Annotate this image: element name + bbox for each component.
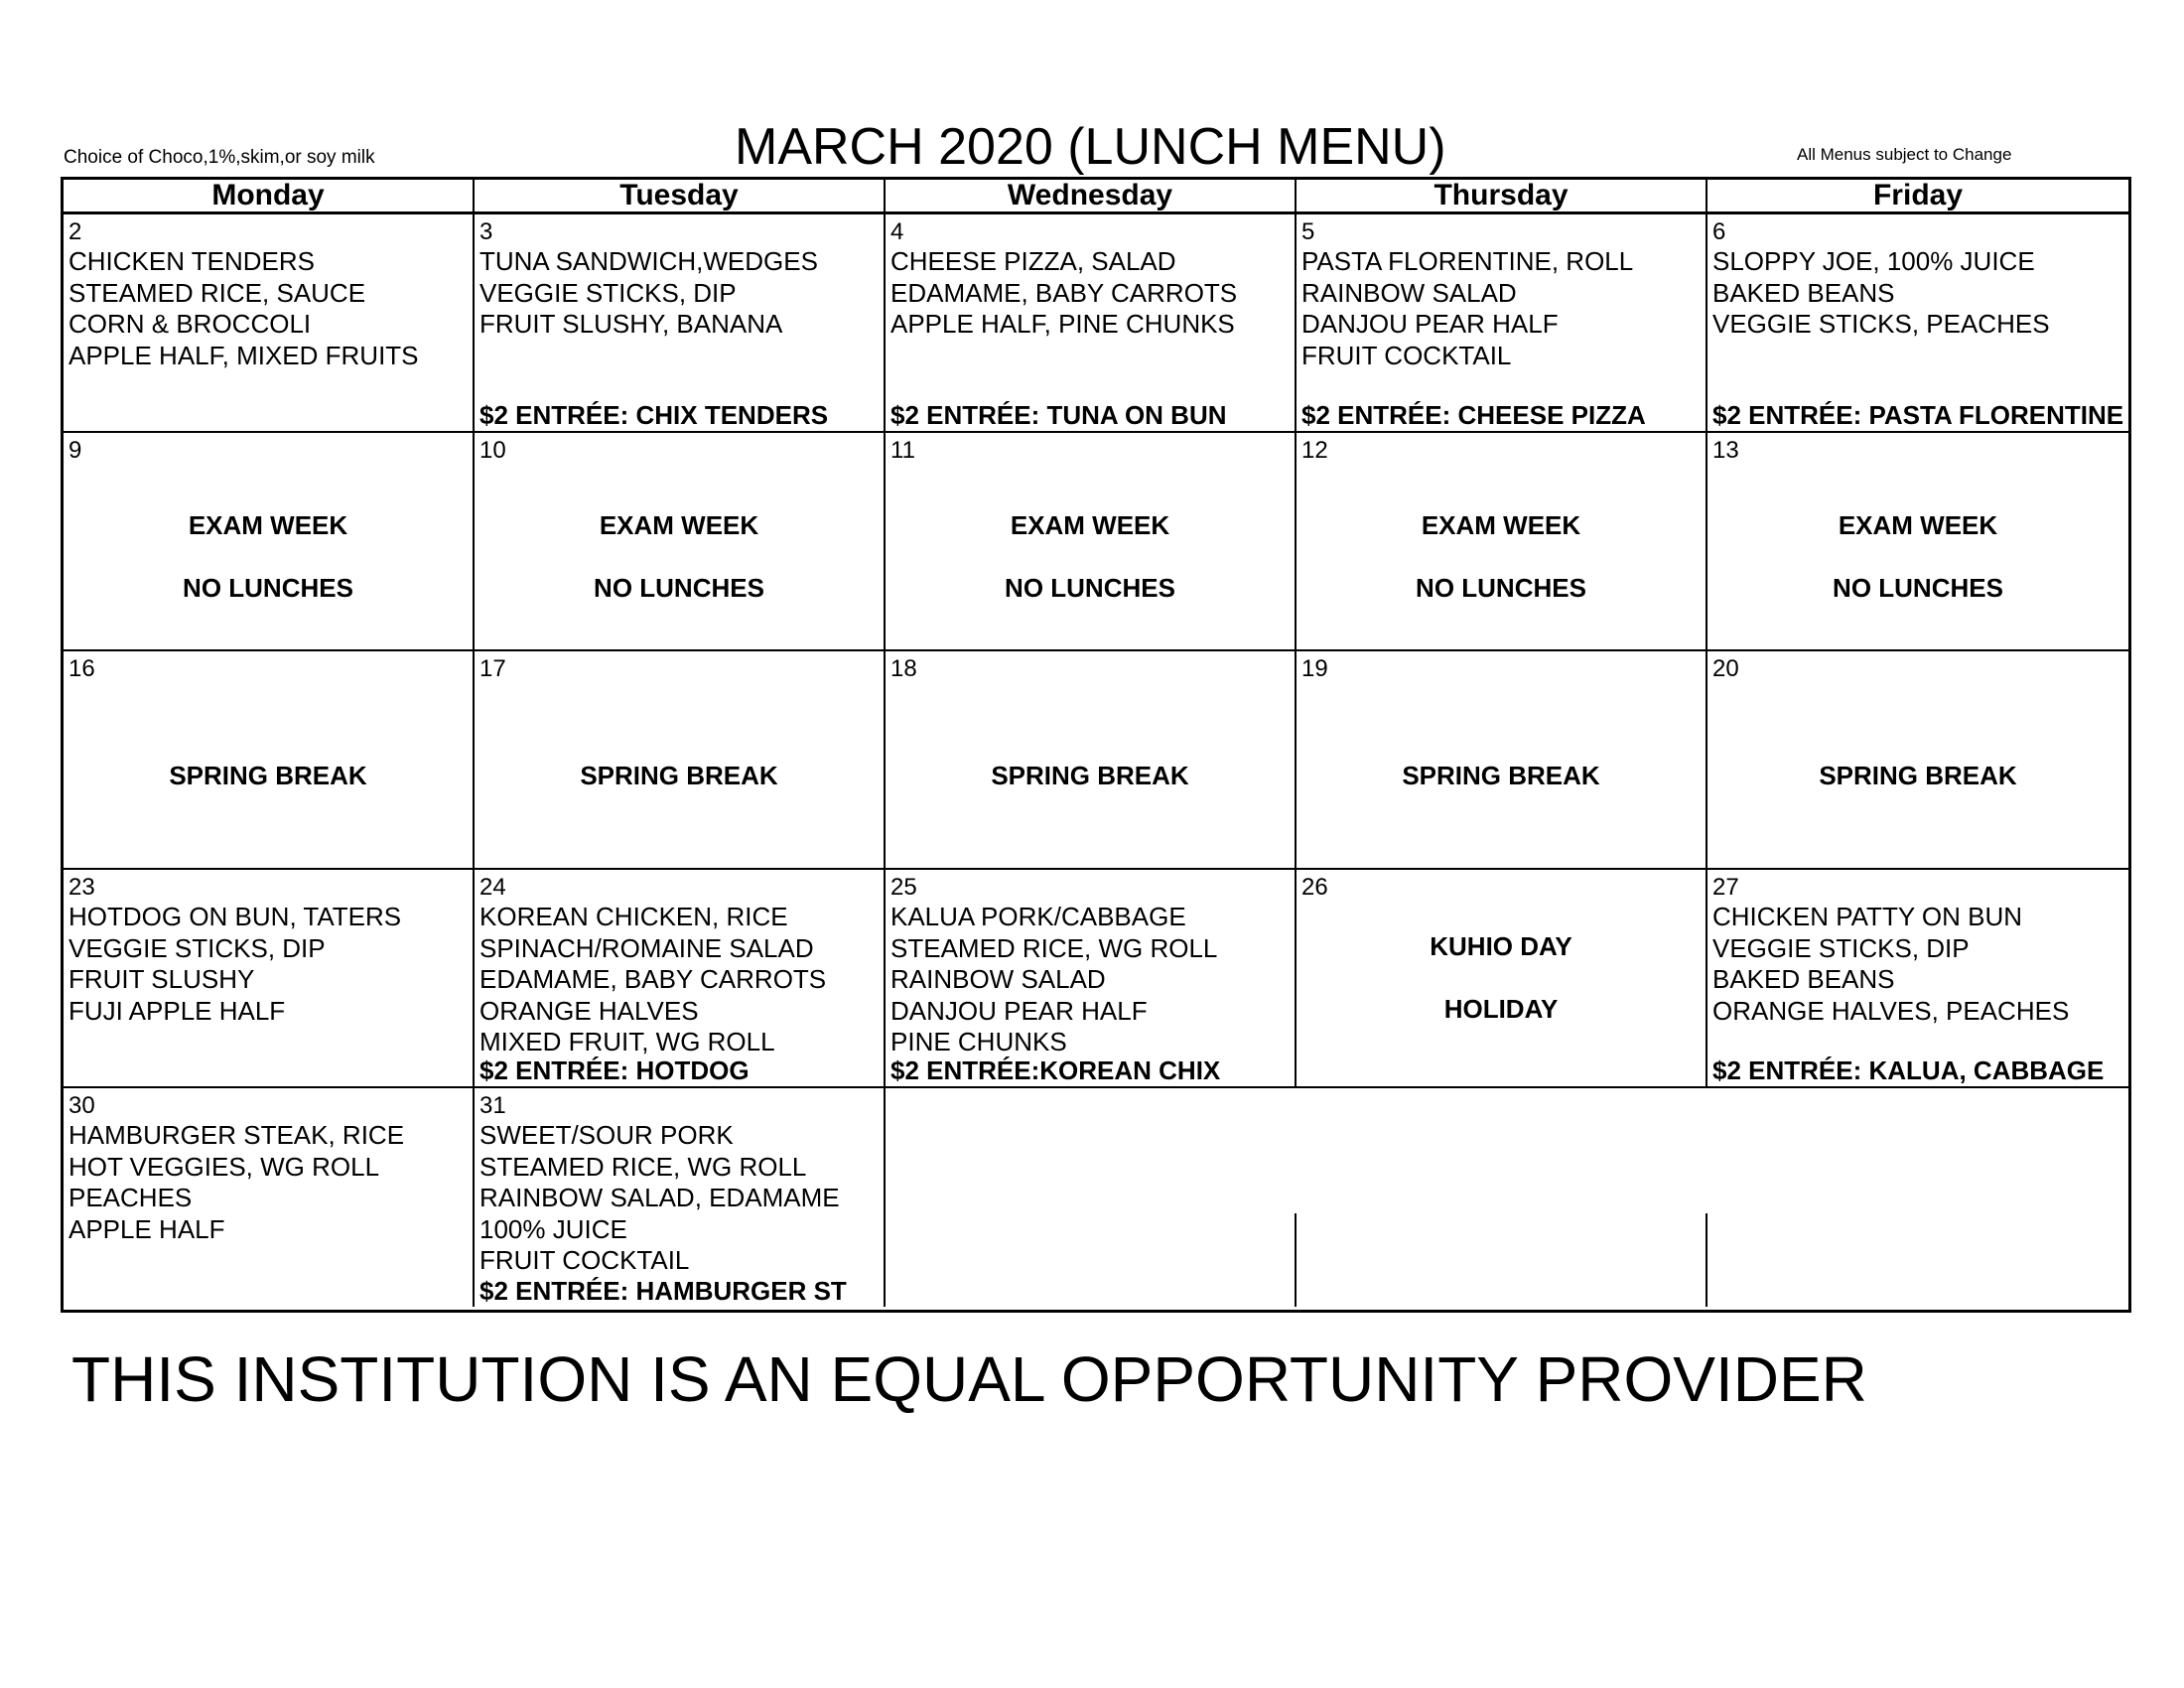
week-row	[64, 1088, 2128, 1307]
menu-item: SLOPPY JOE, 100% JUICE	[1712, 246, 2035, 276]
menu-items	[68, 902, 401, 1027]
header-tuesday: Tuesday	[475, 180, 886, 211]
menu-calendar	[61, 177, 2131, 1313]
menu-items	[890, 902, 1217, 1058]
menu-item: MIXED FRUIT, WG ROLL	[479, 1027, 775, 1056]
menu-item: EDAMAME, BABY CARROTS	[890, 277, 1238, 308]
day-cell	[1297, 870, 1707, 1086]
partial-divider	[1295, 1213, 1297, 1307]
day-cell	[1297, 651, 1707, 868]
menu-items	[1712, 902, 2069, 1027]
holiday-name-label: KUHIO DAY	[1430, 931, 1572, 961]
exam-week-label: EXAM WEEK	[188, 510, 348, 540]
day-cell	[475, 1088, 886, 1307]
date-number: 6	[1712, 218, 1726, 245]
entree-special: $2 ENTRÉE: TUNA ON BUN	[890, 399, 1227, 430]
week-row	[64, 214, 2128, 433]
week-row	[64, 870, 2128, 1088]
menu-item: SWEET/SOUR PORK	[479, 1120, 734, 1150]
menu-items	[68, 1120, 404, 1245]
exam-week-label: EXAM WEEK	[1421, 510, 1581, 540]
menu-item: DANJOU PEAR HALF	[1301, 309, 1559, 339]
day-cell	[1707, 870, 2128, 1086]
day-cell	[1297, 433, 1707, 649]
menu-items	[1712, 246, 2050, 341]
date-number: 20	[1712, 655, 1739, 682]
menu-items	[479, 902, 826, 1058]
page-title: MARCH 2020 (LUNCH MENU)	[735, 118, 1446, 176]
date-number: 9	[68, 437, 82, 464]
date-number: 12	[1301, 437, 1328, 464]
menu-item: BAKED BEANS	[1712, 277, 1895, 308]
change-note: All Menus subject to Change	[1797, 145, 2012, 164]
entree-special: $2 ENTRÉE: HAMBURGER ST	[479, 1275, 847, 1306]
weekday-header-row	[61, 177, 2131, 214]
day-cell	[886, 651, 1297, 868]
day-cell	[475, 870, 886, 1086]
menu-items	[890, 246, 1237, 341]
menu-items	[68, 246, 419, 371]
menu-item: CORN & BROCCOLI	[68, 309, 312, 339]
menu-item: FRUIT COCKTAIL	[479, 1245, 690, 1275]
date-number: 30	[68, 1092, 95, 1119]
menu-item: EDAMAME, BABY CARROTS	[479, 964, 827, 994]
equal-opportunity-footer: THIS INSTITUTION IS AN EQUAL OPPORTUNITY PROVIDER	[71, 1343, 1867, 1415]
no-lunches-label: NO LUNCHES	[183, 573, 353, 603]
spring-break-label: SPRING BREAK	[1819, 761, 2017, 790]
menu-item: PINE CHUNKS	[890, 1027, 1067, 1056]
menu-item: 100% JUICE	[479, 1213, 627, 1244]
date-number: 4	[890, 218, 904, 245]
date-number: 17	[479, 655, 506, 682]
week-row	[64, 651, 2128, 870]
header-thursday: Thursday	[1297, 180, 1707, 211]
menu-item: FUJI APPLE HALF	[68, 995, 286, 1026]
day-cell	[886, 433, 1297, 649]
date-number: 5	[1301, 218, 1315, 245]
menu-item: HAMBURGER STEAK, RICE	[68, 1120, 405, 1150]
menu-item: RAINBOW SALAD, EDAMAME	[479, 1183, 840, 1212]
spring-break-label: SPRING BREAK	[169, 761, 367, 790]
day-cell	[1707, 651, 2128, 868]
menu-item: TUNA SANDWICH,WEDGES	[479, 246, 818, 276]
spring-break-label: SPRING BREAK	[991, 761, 1189, 790]
menu-item: STEAMED RICE, WG ROLL	[890, 932, 1218, 963]
menu-item: HOT VEGGIES, WG ROLL	[68, 1151, 380, 1182]
menu-item: VEGGIE STICKS, DIP	[68, 932, 326, 963]
menu-item: HOTDOG ON BUN, TATERS	[68, 902, 402, 931]
day-cell	[1707, 214, 2128, 431]
date-number: 16	[68, 655, 95, 682]
no-lunches-label: NO LUNCHES	[1005, 573, 1175, 603]
menu-item: VEGGIE STICKS, DIP	[1712, 932, 1970, 963]
menu-item: STEAMED RICE, WG ROLL	[479, 1151, 807, 1182]
entree-special: $2 ENTRÉE: PASTA FLORENTINE	[1712, 399, 2124, 430]
menu-item: STEAMED RICE, SAUCE	[68, 277, 366, 308]
no-lunches-label: NO LUNCHES	[1833, 573, 2003, 603]
menu-items	[1301, 246, 1633, 371]
menu-items	[479, 1120, 840, 1277]
menu-item: KALUA PORK/CABBAGE	[890, 902, 1186, 931]
date-number: 31	[479, 1092, 506, 1119]
day-cell	[1707, 433, 2128, 649]
date-number: 13	[1712, 437, 1739, 464]
holiday-label: HOLIDAY	[1443, 994, 1559, 1024]
menu-item: FRUIT COCKTAIL	[1301, 340, 1512, 370]
header-friday: Friday	[1872, 179, 1964, 211]
day-cell	[64, 214, 475, 431]
day-cell	[475, 214, 886, 431]
date-number: 26	[1301, 874, 1328, 901]
date-number: 19	[1301, 655, 1328, 682]
date-number: 2	[68, 218, 82, 245]
exam-week-label: EXAM WEEK	[1010, 510, 1170, 540]
partial-divider	[1706, 1213, 1707, 1307]
day-cell	[64, 651, 475, 868]
header-wednesday: Wednesday	[886, 180, 1297, 211]
calendar-grid	[61, 214, 2131, 1313]
menu-item: CHEESE PIZZA, SALAD	[890, 246, 1176, 276]
menu-item: APPLE HALF, MIXED FRUITS	[68, 340, 419, 370]
menu-item: CHICKEN TENDERS	[68, 246, 316, 276]
day-cell	[475, 651, 886, 868]
entree-special: $2 ENTRÉE: CHEESE PIZZA	[1301, 399, 1646, 430]
date-number: 10	[479, 437, 506, 464]
no-lunches-label: NO LUNCHES	[594, 573, 764, 603]
day-cell	[475, 433, 886, 649]
header-monday: Monday	[64, 180, 475, 211]
menu-item: PASTA FLORENTINE, ROLL	[1301, 246, 1634, 276]
menu-item: RAINBOW SALAD	[890, 964, 1106, 994]
day-cell	[1297, 214, 1707, 431]
menu-items	[479, 246, 818, 341]
exam-week-label: EXAM WEEK	[599, 510, 759, 540]
menu-item: PEACHES	[68, 1183, 193, 1212]
day-cell	[886, 214, 1297, 431]
day-cell	[64, 433, 475, 649]
day-cell	[64, 870, 475, 1086]
spring-break-label: SPRING BREAK	[1402, 761, 1600, 790]
menu-item: FRUIT SLUSHY, BANANA	[479, 309, 783, 339]
date-number: 24	[479, 874, 506, 901]
entree-special: $2 ENTRÉE: CHIX TENDERS	[479, 399, 829, 430]
date-number: 27	[1712, 874, 1739, 901]
entree-special: $2 ENTRÉE: KALUA, CABBAGE	[1712, 1055, 2105, 1085]
spring-break-label: SPRING BREAK	[580, 761, 778, 790]
date-number: 3	[479, 218, 493, 245]
day-cell	[64, 1088, 475, 1307]
entree-special: $2 ENTRÉE:KOREAN CHIX	[890, 1055, 1221, 1085]
menu-item: RAINBOW SALAD	[1301, 277, 1517, 308]
date-number: 11	[890, 437, 915, 464]
menu-item: DANJOU PEAR HALF	[890, 995, 1148, 1026]
menu-item: SPINACH/ROMAINE SALAD	[479, 932, 814, 963]
menu-item: VEGGIE STICKS, DIP	[479, 277, 737, 308]
date-number: 18	[890, 655, 917, 682]
exam-week-label: EXAM WEEK	[1838, 510, 1998, 540]
no-lunches-label: NO LUNCHES	[1416, 573, 1586, 603]
day-cell	[886, 870, 1297, 1086]
date-number: 23	[68, 874, 95, 901]
menu-item: VEGGIE STICKS, PEACHES	[1712, 309, 2050, 339]
menu-item: CHICKEN PATTY ON BUN	[1712, 902, 2023, 931]
menu-item: APPLE HALF, PINE CHUNKS	[890, 309, 1235, 339]
date-number: 25	[890, 874, 917, 901]
menu-item: ORANGE HALVES	[479, 995, 699, 1026]
menu-item: KOREAN CHICKEN, RICE	[479, 902, 788, 931]
week-row	[64, 433, 2128, 651]
entree-special: $2 ENTRÉE: HOTDOG	[479, 1055, 750, 1085]
menu-item: APPLE HALF	[68, 1213, 225, 1244]
menu-item: ORANGE HALVES, PEACHES	[1712, 995, 2070, 1026]
milk-choice-note: Choice of Choco,1%,skim,or soy milk	[64, 147, 375, 168]
menu-item: BAKED BEANS	[1712, 964, 1895, 994]
menu-item: FRUIT SLUSHY	[68, 964, 255, 994]
